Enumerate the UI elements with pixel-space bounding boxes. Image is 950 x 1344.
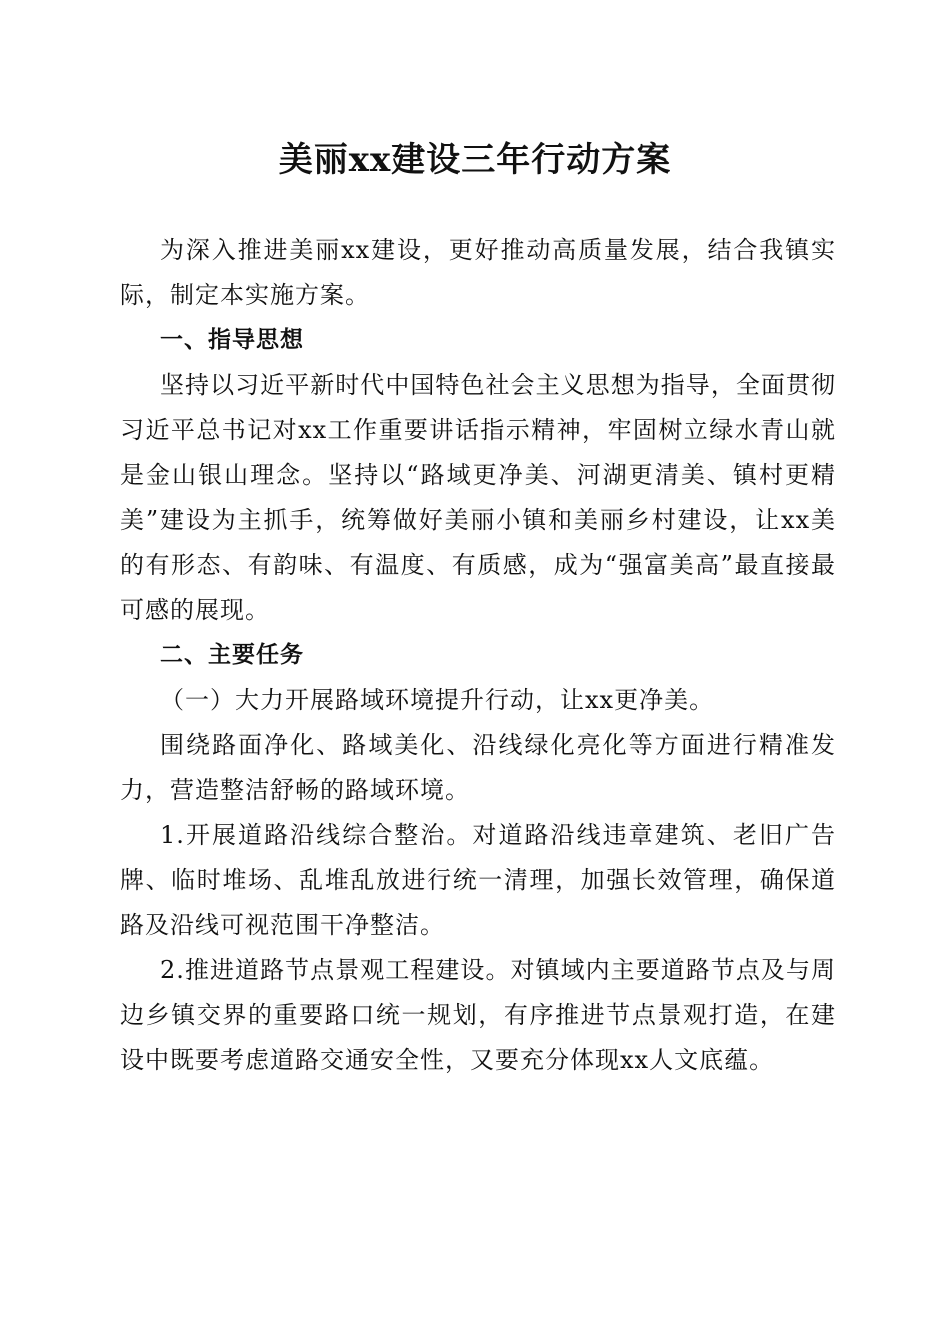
document-title: 美丽xx建设三年行动方案 bbox=[278, 140, 672, 180]
document-body bbox=[120, 228, 836, 1083]
section-heading-guiding-ideology: 一、指导思想 bbox=[160, 327, 304, 353]
section-heading-main-tasks: 二、主要任务 bbox=[160, 642, 304, 668]
guiding-ideology-paragraph: 坚持以习近平新时代中国特色社会主义思想为指导，全面贯彻习近平总书记对xx工作重要讲话指示精神，牢固树立绿水青山就是金山银山理念。坚持以“路域更净美、河湖更清美、镇村更精美”建设为主抓手，统筹做好美丽小镇和美丽乡村建设，让xx美的有形态、有韵味、有温度、有质感，成为“强富美高”最直接最可感的展现。 bbox=[120, 371, 836, 624]
road-environment-paragraph: 围绕路面净化、路域美化、沿线绿化亮化等方面进行精准发力，营造整洁舒畅的路域环境。 bbox=[120, 731, 836, 804]
intro-paragraph: 为深入推进美丽xx建设，更好推动高质量发展，结合我镇实际，制定本实施方案。 bbox=[120, 236, 836, 309]
task-item-2: 2.推进道路节点景观工程建设。对镇域内主要道路节点及与周边乡镇交界的重要路口统一规划，有序推进节点景观打造，在建设中既要考虑道路交通安全性，又要充分体现xx人文底蕴。 bbox=[120, 956, 836, 1074]
task-item-1: 1.开展道路沿线综合整治。对道路沿线违章建筑、老旧广告牌、临时堆场、乱堆乱放进行统一清理，加强长效管理，确保道路及沿线可视范围干净整洁。 bbox=[120, 821, 836, 939]
subsection-heading-road-environment: （一）大力开展路域环境提升行动，让xx更净美。 bbox=[160, 686, 715, 714]
